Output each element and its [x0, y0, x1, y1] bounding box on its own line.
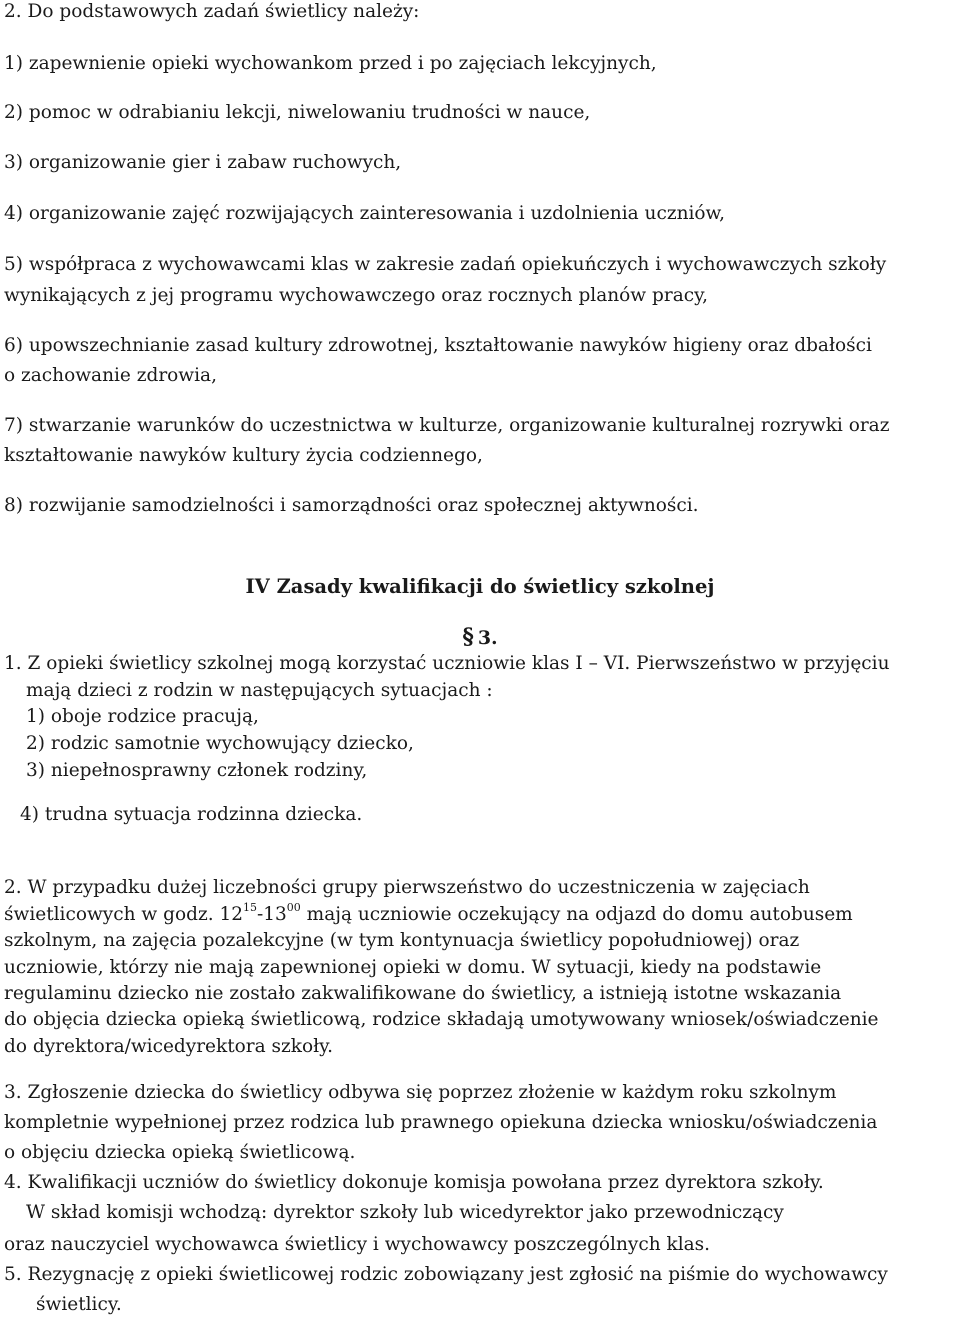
paragraph-line: W skład komisji wchodzą: dyrektor szkoły lub wicedyrektor jako przewodniczący — [26, 1202, 784, 1223]
paragraph-line: o objęciu dziecka opieką świetlicową. — [4, 1142, 356, 1163]
list-item: 1) zapewnienie opieki wychowankom przed i po zajęciach lekcyjnych, — [4, 53, 657, 74]
list-item: 1) oboje rodzice pracują, — [26, 706, 259, 727]
list-item-continuation: kształtowanie nawyków kultury życia codziennego, — [4, 445, 483, 466]
paragraph-line: do objęcia dziecka opieką świetlicową, rodzice składają umotywowany wniosek/oświadczenie — [4, 1009, 879, 1030]
list-item: 5) współpraca z wychowawcami klas w zakresie zadań opiekuńczych i wychowawczych szkoły — [4, 254, 887, 275]
paragraph-line: uczniowie, którzy nie mają zapewnionej opieki w domu. W sytuacji, kiedy na podstawie — [4, 957, 822, 978]
superscript: 15 — [243, 900, 257, 914]
text: -13 — [257, 904, 287, 925]
text: mają uczniowie oczekujący na odjazd do domu autobusem — [300, 904, 853, 925]
paragraph-line — [4, 900, 960, 927]
list-item: 4) organizowanie zajęć rozwijających zainteresowania i uzdolnienia uczniów, — [4, 203, 726, 224]
paragraph-line: 3. Zgłoszenie dziecka do świetlicy odbywa się poprzez złożenie w każdym roku szkolnym — [4, 1082, 837, 1103]
paragraph-line: mają dzieci z rodzin w następujących sytuacjach : — [26, 680, 493, 701]
paragraph-line: 1. Z opieki świetlicy szkolnej mogą korzystać uczniowie klas I – VI. Pierwszeństwo w przyjęciu — [4, 653, 890, 674]
paragraph-line: 4. Kwalifikacji uczniów do świetlicy dokonuje komisja powołana przez dyrektora szkoły. — [4, 1172, 824, 1193]
paragraph-line: szkolnym, na zajęcia pozalekcyjne (w tym kontynuacja świetlicy popołudniowej) oraz — [4, 930, 800, 951]
paragraph-line: kompletnie wypełnionej przez rodzica lub prawnego opiekuna dziecka wniosku/oświadczenia — [4, 1112, 878, 1133]
list-item: 6) upowszechnianie zasad kultury zdrowotnej, kształtowanie nawyków higieny oraz dbałości — [4, 335, 872, 356]
list-item-continuation: wynikających z jej programu wychowawczego oraz rocznych planów pracy, — [4, 285, 708, 306]
paragraph-line: świetlicy. — [36, 1294, 122, 1315]
list-item: 3) organizowanie gier i zabaw ruchowych, — [4, 152, 402, 173]
section-marker — [0, 624, 960, 651]
list-item: 3) niepełnosprawny członek rodziny, — [26, 760, 368, 781]
list-item: 4) trudna sytuacja rodzinna dziecka. — [20, 804, 363, 825]
section-symbol: § — [462, 624, 474, 650]
list-item: 2) pomoc w odrabianiu lekcji, niwelowaniu trudności w nauce, — [4, 102, 591, 123]
list-item: 8) rozwijanie samodzielności i samorządności oraz społecznej aktywności. — [4, 495, 699, 516]
section-number: 3. — [477, 627, 498, 649]
text: świetlicowych w godz. 12 — [4, 904, 243, 925]
list-item: 2) rodzic samotnie wychowujący dziecko, — [26, 733, 414, 754]
paragraph-line: regulaminu dziecko nie zostało zakwalifikowane do świetlicy, a istnieją istotne wskazania — [4, 983, 842, 1004]
paragraph-line: 2. W przypadku dużej liczebności grupy pierwszeństwo do uczestniczenia w zajęciach — [4, 877, 810, 898]
chapter-heading: IV Zasady kwalifikacji do świetlicy szkolnej — [245, 575, 715, 598]
paragraph-line: 5. Rezygnację z opieki świetlicowej rodzic zobowiązany jest zgłosić na piśmie do wychowawcy — [4, 1264, 888, 1285]
paragraph-line: do dyrektora/wicedyrektora szkoły. — [4, 1036, 333, 1057]
superscript: 00 — [286, 900, 301, 914]
paragraph-line: oraz nauczyciel wychowawca świetlicy i wychowawcy poszczególnych klas. — [4, 1234, 711, 1255]
list-item-continuation: o zachowanie zdrowia, — [4, 365, 217, 386]
list-intro: 2. Do podstawowych zadań świetlicy należy: — [4, 1, 420, 22]
list-item: 7) stwarzanie warunków do uczestnictwa w kulturze, organizowanie kulturalnej rozrywki oraz — [4, 415, 890, 436]
